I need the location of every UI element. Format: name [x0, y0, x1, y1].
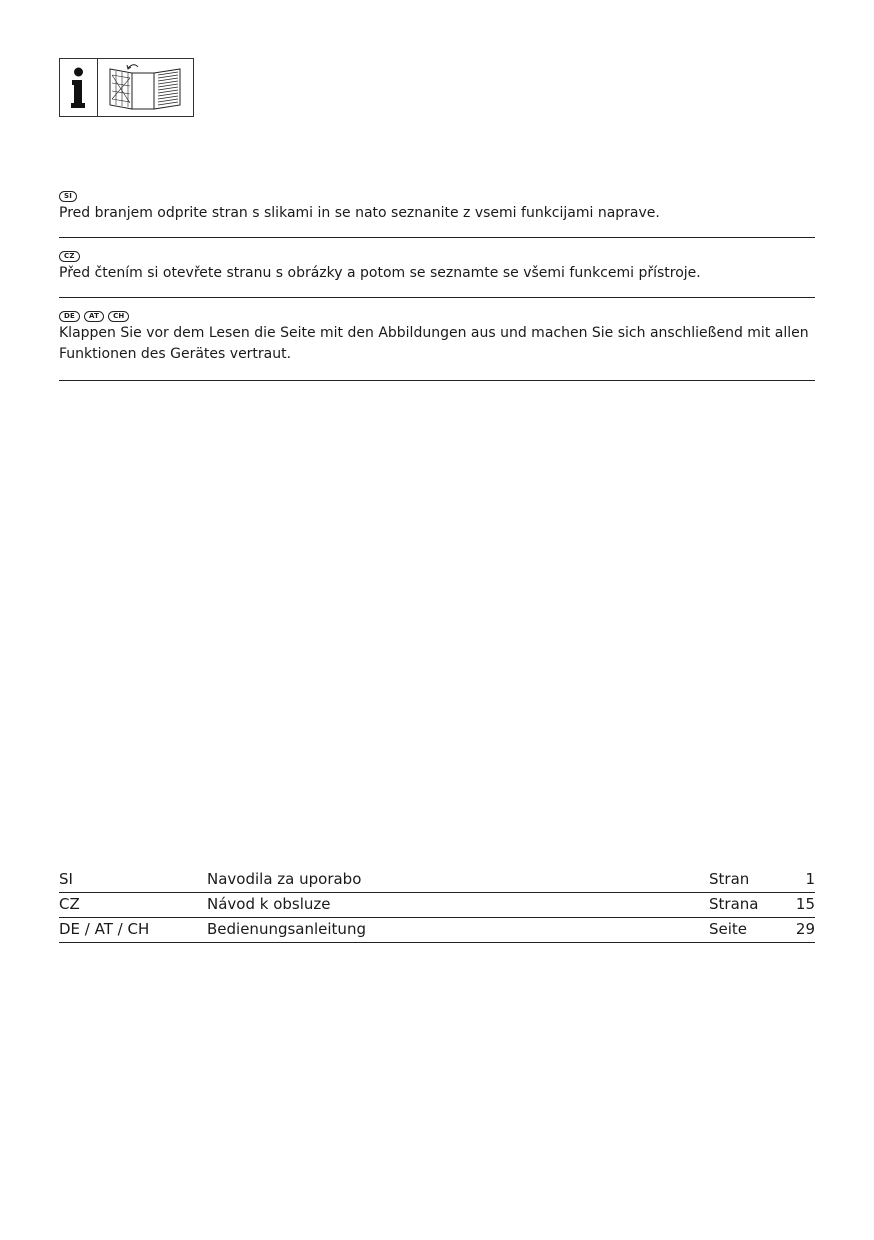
toc-language-code: DE / AT / CH — [59, 920, 150, 938]
toc-row[interactable] — [59, 893, 815, 918]
toc-title: Bedienungsanleitung — [207, 920, 366, 938]
toc-title: Návod k obsluze — [207, 895, 331, 913]
country-badge: SI — [59, 191, 77, 202]
toc-page-label: Strana — [709, 895, 759, 913]
instruction-text: Pred branjem odprite stran s slikami in se nato seznanite z vsemi funkcijami naprave. — [59, 205, 660, 221]
divider — [59, 297, 815, 298]
toc-page-label: Stran — [709, 870, 750, 888]
divider — [59, 237, 815, 238]
country-badge: DE — [59, 311, 80, 322]
instruction-text: Před čtením si otevřete stranu s obrázky a potom se seznamte se všemi funkcemi přístroje. — [59, 265, 701, 281]
toc-language-code: SI — [59, 870, 73, 888]
country-badge: CZ — [59, 251, 80, 262]
toc-page-number: 29 — [795, 920, 815, 938]
toc-row[interactable] — [59, 868, 815, 893]
language-section-de-at-ch — [59, 309, 815, 365]
country-badges — [59, 309, 815, 323]
fold-out-pages-icon — [98, 58, 194, 117]
toc-page-number: 1 — [805, 870, 815, 888]
country-badges — [59, 189, 815, 203]
toc-page-number: 15 — [795, 895, 815, 913]
toc-language-code: CZ — [59, 895, 80, 913]
language-section-si — [59, 189, 815, 224]
country-badge: AT — [84, 311, 104, 322]
language-section-cz — [59, 249, 815, 284]
toc-page-label: Seite — [709, 920, 748, 938]
country-badge: CH — [108, 311, 129, 322]
info-icon — [59, 58, 98, 117]
toc-row[interactable] — [59, 918, 815, 943]
divider — [59, 380, 815, 381]
instruction-text: Klappen Sie vor dem Lesen die Seite mit den Abbildungen aus und machen Sie sich anschließend mit allen Funktionen des Gerätes vertraut. — [59, 325, 809, 362]
country-badges — [59, 249, 815, 263]
toc-title: Navodila za uporabo — [207, 870, 362, 888]
table-of-contents — [59, 868, 815, 943]
